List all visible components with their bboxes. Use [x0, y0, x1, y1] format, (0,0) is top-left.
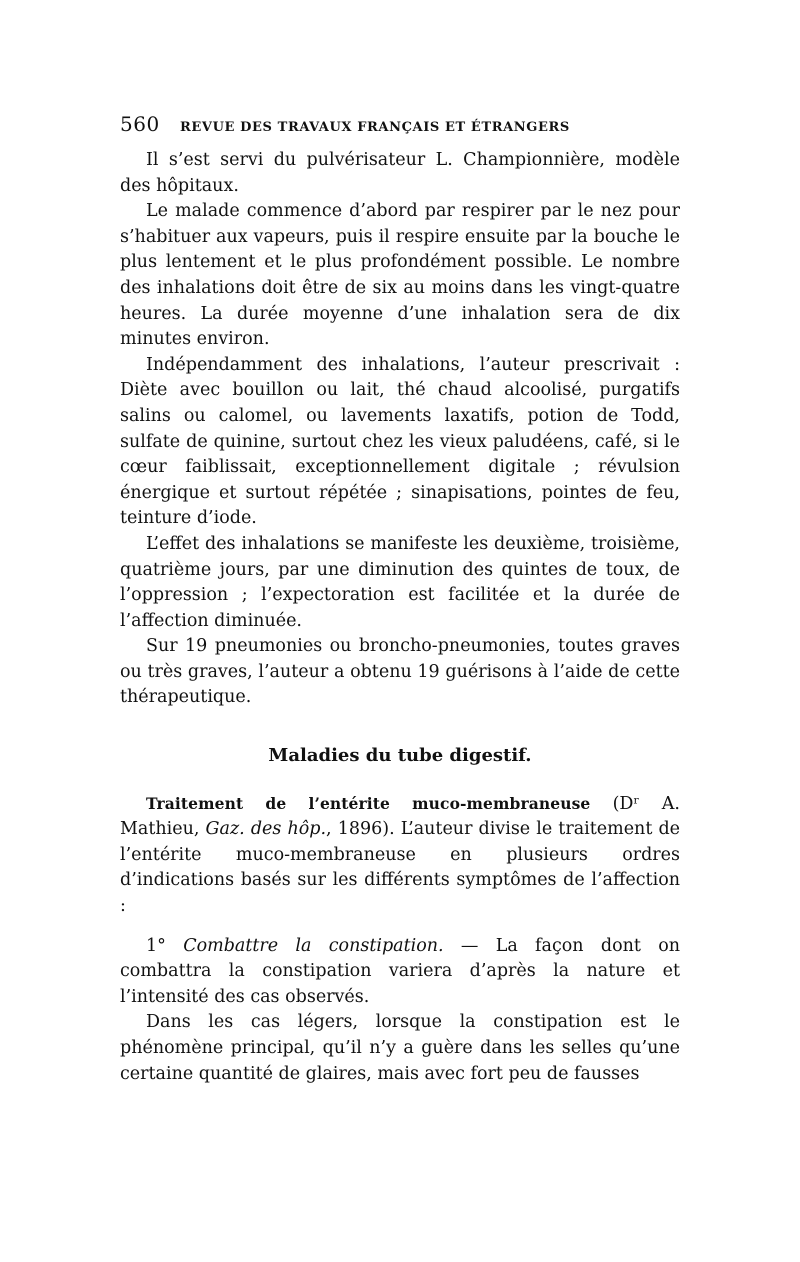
- running-title: REVUE DES TRAVAUX FRANÇAIS ET ÉTRANGERS: [180, 120, 570, 135]
- paragraph-3: Indépendamment des inhalations, l’auteur prescrivait : Diète avec bouillon ou lait, thé chaud alcoolisé, purgatifs salins ou calomel, ou lavements laxatifs, potion de Todd, sulfate de quinine, surtout chez les vieux paludéens, café, si le cœur faiblissait, exceptionnellement digitale ; révulsion énergique et surtout répétée ; sinapisations, pointes de feu, teinture d’iode.: [120, 354, 680, 529]
- page-header: [120, 112, 680, 142]
- paragraph-2: Le malade commence d’abord par respirer par le nez pour s’habituer aux vapeurs, puis il respire ensuite par la bouche le plus lentement et le plus profondément possible. Le nombre des inhalations doit être de six au moins dans les vingt-quatre heures. La durée moyenne d’une inhalation sera de dix minutes environ.: [120, 201, 680, 350]
- section-title: Maladies du tube digestif.: [268, 745, 532, 767]
- article-year: , 1896).: [326, 819, 395, 840]
- article-intro-text: L’auteur divise le traitement de l’entérite muco-membraneuse en plusieurs ordres d’indications basés sur les différents symptômes de l’affection :: [120, 819, 681, 917]
- paragraph-5: Sur 19 pneumonies ou broncho-pneumonies, toutes graves ou très graves, l’auteur a obtenu 19 guérisons à l’aide de cette thérapeutique.: [120, 636, 680, 708]
- point-1-paragraph: [120, 934, 680, 1011]
- last-paragraph: Dans les cas légers, lorsque la constipation est le phénomène principal, qu’il n’y a guère dans les selles qu’une certaine quantité de glaires, mais avec fort peu de fausses: [120, 1012, 680, 1084]
- point-1-title: Combattre la constipation.: [183, 935, 444, 956]
- point-1-text: — La façon dont on combattra la constipation variera d’après la nature et l’intensité des cas observés.: [120, 935, 681, 1007]
- article-author: (Dʳ A. Mathieu,: [120, 793, 680, 840]
- paragraph-4: L’effet des inhalations se manifeste les deuxième, troisième, quatrième jours, par une diminution des quintes de toux, de l’oppression ; l’expectoration est facilitée et la durée de l’affection diminuée.: [120, 533, 680, 631]
- spacer: [120, 920, 680, 934]
- page: [120, 112, 680, 1087]
- point-1-number: 1°: [146, 935, 184, 956]
- page-number: 560: [120, 112, 160, 136]
- article-journal: Gaz. des hôp.: [205, 819, 327, 840]
- article-intro-paragraph: [120, 791, 680, 920]
- paragraph-1: Il s’est servi du pulvérisateur L. Championnière, modèle des hôpitaux.: [120, 150, 680, 196]
- article-title: Traitement de l’entérite muco-membraneuse: [146, 793, 591, 813]
